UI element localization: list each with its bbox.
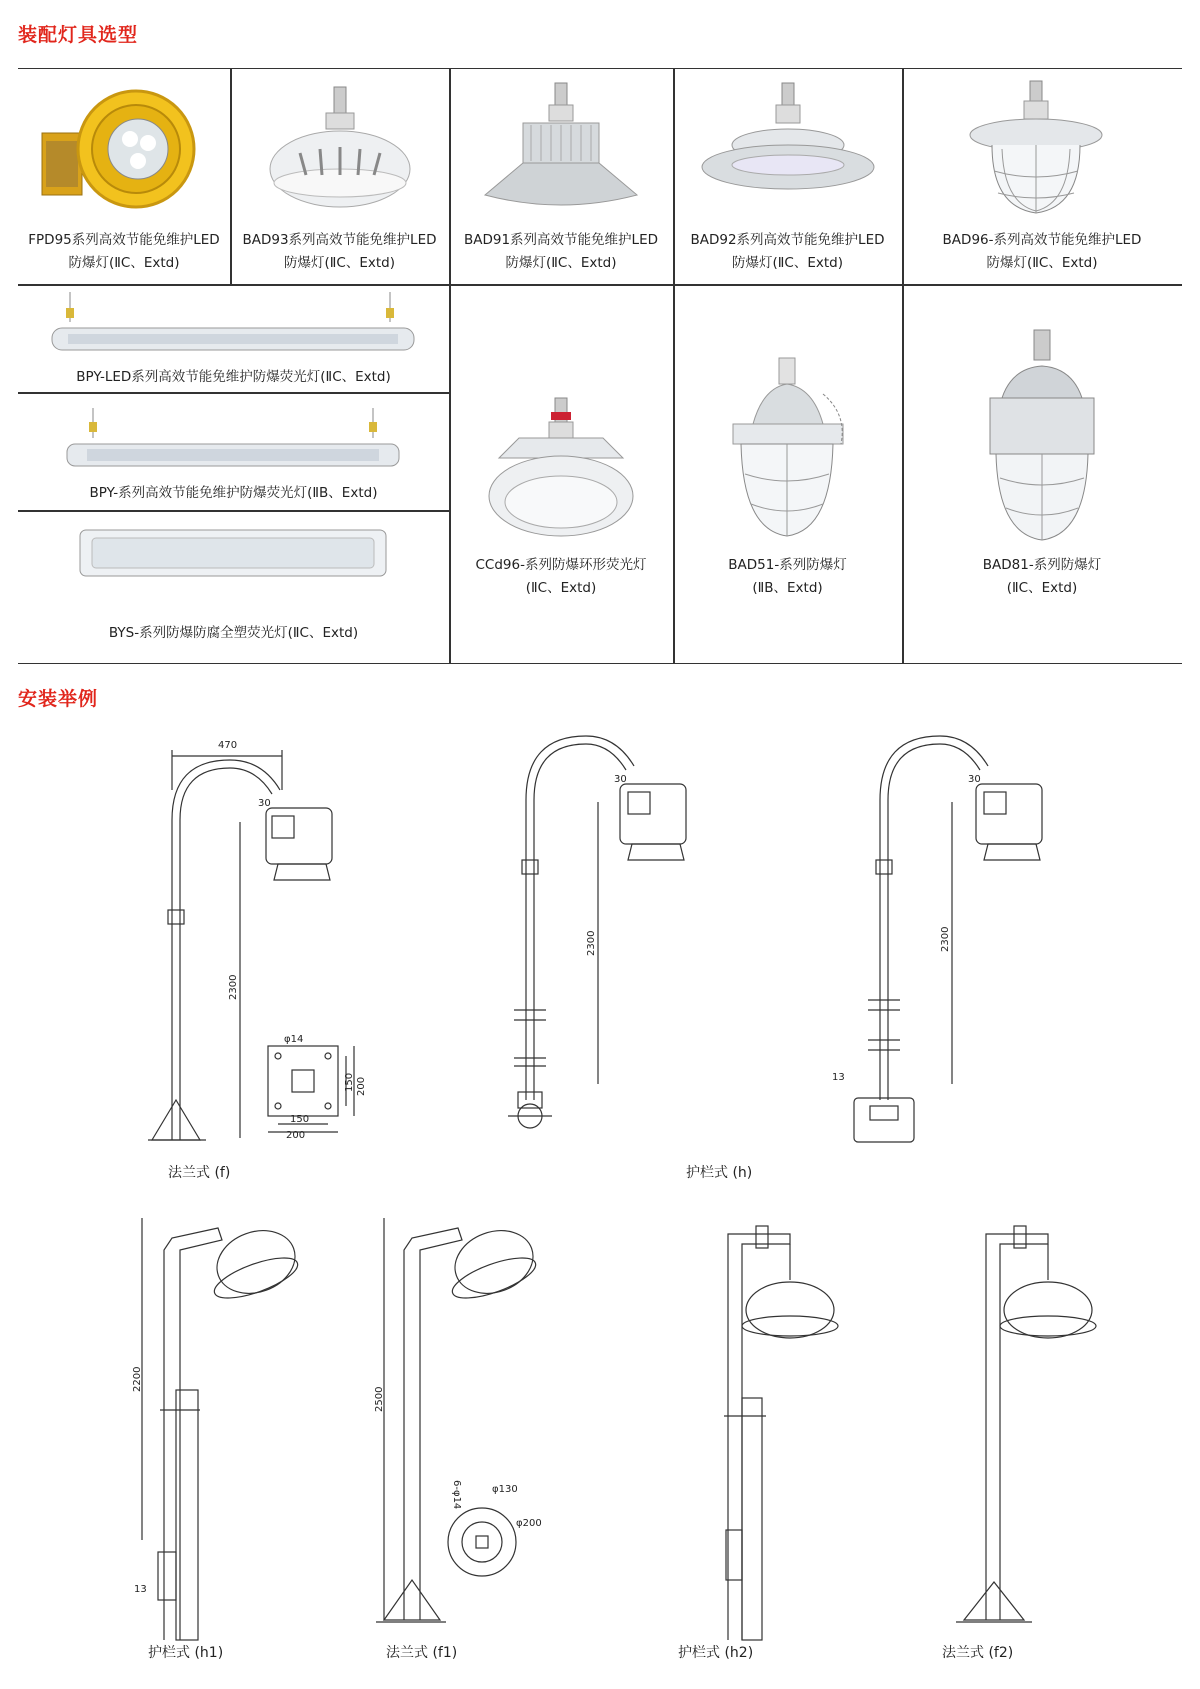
plastic-tube-lamp-image: [78, 524, 388, 584]
product-card-fpd95[interactable]: [18, 69, 230, 284]
dim-150: 150: [290, 1114, 310, 1125]
label-flange-f2: 法兰式 (f2): [942, 1645, 1014, 1661]
section-title-install: 安装举例: [18, 688, 99, 710]
caption-line2: (ⅡC、Extd): [1006, 580, 1078, 596]
label-guardrail-h2: 护栏式 (h2): [678, 1645, 754, 1661]
drawing-guardrail-h2: [724, 1226, 838, 1640]
product-grid: [18, 68, 1182, 664]
caption-line1: BPY-LED系列高效节能免维护防爆荧光灯(ⅡC、Extd): [76, 369, 391, 385]
product-caption: [902, 229, 1182, 275]
dim-2500: 2500: [374, 1386, 385, 1412]
drawing-flange-f2: [956, 1226, 1096, 1622]
label-flange-f1: 法兰式 (f1): [386, 1645, 458, 1661]
product-caption: [230, 229, 449, 275]
dim-phi130: φ130: [492, 1484, 518, 1495]
drawing-guardrail-h1: [142, 1218, 304, 1640]
product-caption: [18, 366, 449, 389]
dim-13: 13: [832, 1072, 845, 1083]
product-card-bad51[interactable]: [673, 284, 902, 663]
product-caption: [18, 622, 449, 645]
label-flange-f: 法兰式 (f): [168, 1165, 231, 1181]
caption-line2: 防爆灯(ⅡC、Extd): [732, 255, 843, 271]
caption-line2: (ⅡB、Extd): [752, 580, 823, 596]
dim-2300: 2300: [940, 926, 951, 952]
caption-line1: BAD96-系列高效节能免维护LED: [942, 232, 1142, 248]
product-card-bpy[interactable]: [18, 392, 449, 510]
product-card-bad96[interactable]: [902, 69, 1182, 284]
ring-lamp-image: [479, 394, 644, 544]
dim-30: 30: [258, 798, 271, 809]
product-caption: [449, 229, 673, 275]
dim-150-v: 150: [344, 1072, 355, 1092]
product-caption: [18, 482, 449, 505]
caption-line1: CCd96-系列防爆环形荧光灯: [475, 557, 647, 573]
caption-line1: BAD51-系列防爆灯: [728, 557, 847, 573]
product-card-ccd96[interactable]: [449, 284, 673, 663]
dim-2300: 2300: [228, 974, 239, 1000]
floodlight-image: [38, 83, 208, 213]
product-card-bad81[interactable]: [902, 284, 1182, 663]
tube-lamp-image: [48, 292, 418, 362]
tube-lamp-image: [63, 408, 403, 478]
dim-phi14: φ14: [284, 1034, 304, 1045]
product-card-bpy-led[interactable]: [18, 284, 449, 392]
product-card-bad93[interactable]: [230, 69, 449, 284]
dim-2300: 2300: [586, 930, 597, 956]
caption-line1: BAD81-系列防爆灯: [982, 557, 1102, 573]
product-caption: [449, 554, 673, 600]
product-caption: [673, 554, 902, 600]
caption-line2: (ⅡC、Extd): [525, 580, 597, 596]
dim-200: 200: [286, 1130, 306, 1141]
dim-2200: 2200: [132, 1366, 143, 1392]
caption-line1: BAD91系列高效节能免维护LED: [463, 232, 659, 248]
drawing-flange-f: [148, 750, 354, 1140]
caption-line1: BAD92系列高效节能免维护LED: [690, 232, 885, 248]
dim-30: 30: [614, 774, 627, 785]
caged-lamp-image: [962, 79, 1112, 219]
caption-line2: 防爆灯(ⅡC、Extd): [284, 255, 395, 271]
caption-line1: BPY-系列高效节能免维护防爆荧光灯(ⅡB、Extd): [89, 485, 378, 501]
highbay-lamp-image: [698, 79, 878, 214]
caption-line1: FPD95系列高效节能免维护LED: [28, 232, 220, 248]
dim-470: 470: [218, 740, 238, 751]
product-card-bad91[interactable]: [449, 69, 673, 284]
dim-13: 13: [134, 1584, 147, 1595]
product-card-bys[interactable]: [18, 510, 449, 663]
label-guardrail-h1: 护栏式 (h1): [148, 1645, 224, 1661]
caption-line2: 防爆灯(ⅡC、Extd): [986, 255, 1098, 271]
label-guardrail-h: 护栏式 (h): [686, 1165, 753, 1181]
installation-drawings: [0, 720, 1200, 1680]
drawing-flange-f1: [376, 1218, 542, 1622]
dim-30: 30: [968, 774, 981, 785]
product-card-bad92[interactable]: [673, 69, 902, 284]
product-caption: [902, 554, 1182, 600]
highbay-lamp-image: [260, 83, 420, 213]
caption-line1: BAD93系列高效节能免维护LED: [242, 232, 437, 248]
caption-line2: 防爆灯(ⅡC、Extd): [505, 255, 617, 271]
caged-lamp-image: [982, 328, 1102, 548]
product-caption: [673, 229, 902, 275]
dim-6phi14: 6-φ14: [451, 1480, 462, 1510]
caption-line2: 防爆灯(ⅡC、Extd): [68, 255, 180, 271]
caged-lamp-image: [723, 354, 853, 544]
caption-line1: BYS-系列防爆防腐全塑荧光灯(ⅡC、Extd): [108, 625, 359, 641]
product-caption: [18, 229, 230, 275]
drawing-guardrail-h-left: [508, 736, 686, 1128]
highbay-lamp-image: [479, 79, 644, 214]
dim-phi200: φ200: [516, 1518, 542, 1529]
section-title-selection: 装配灯具选型: [18, 24, 139, 46]
dim-200-v: 200: [356, 1076, 367, 1096]
